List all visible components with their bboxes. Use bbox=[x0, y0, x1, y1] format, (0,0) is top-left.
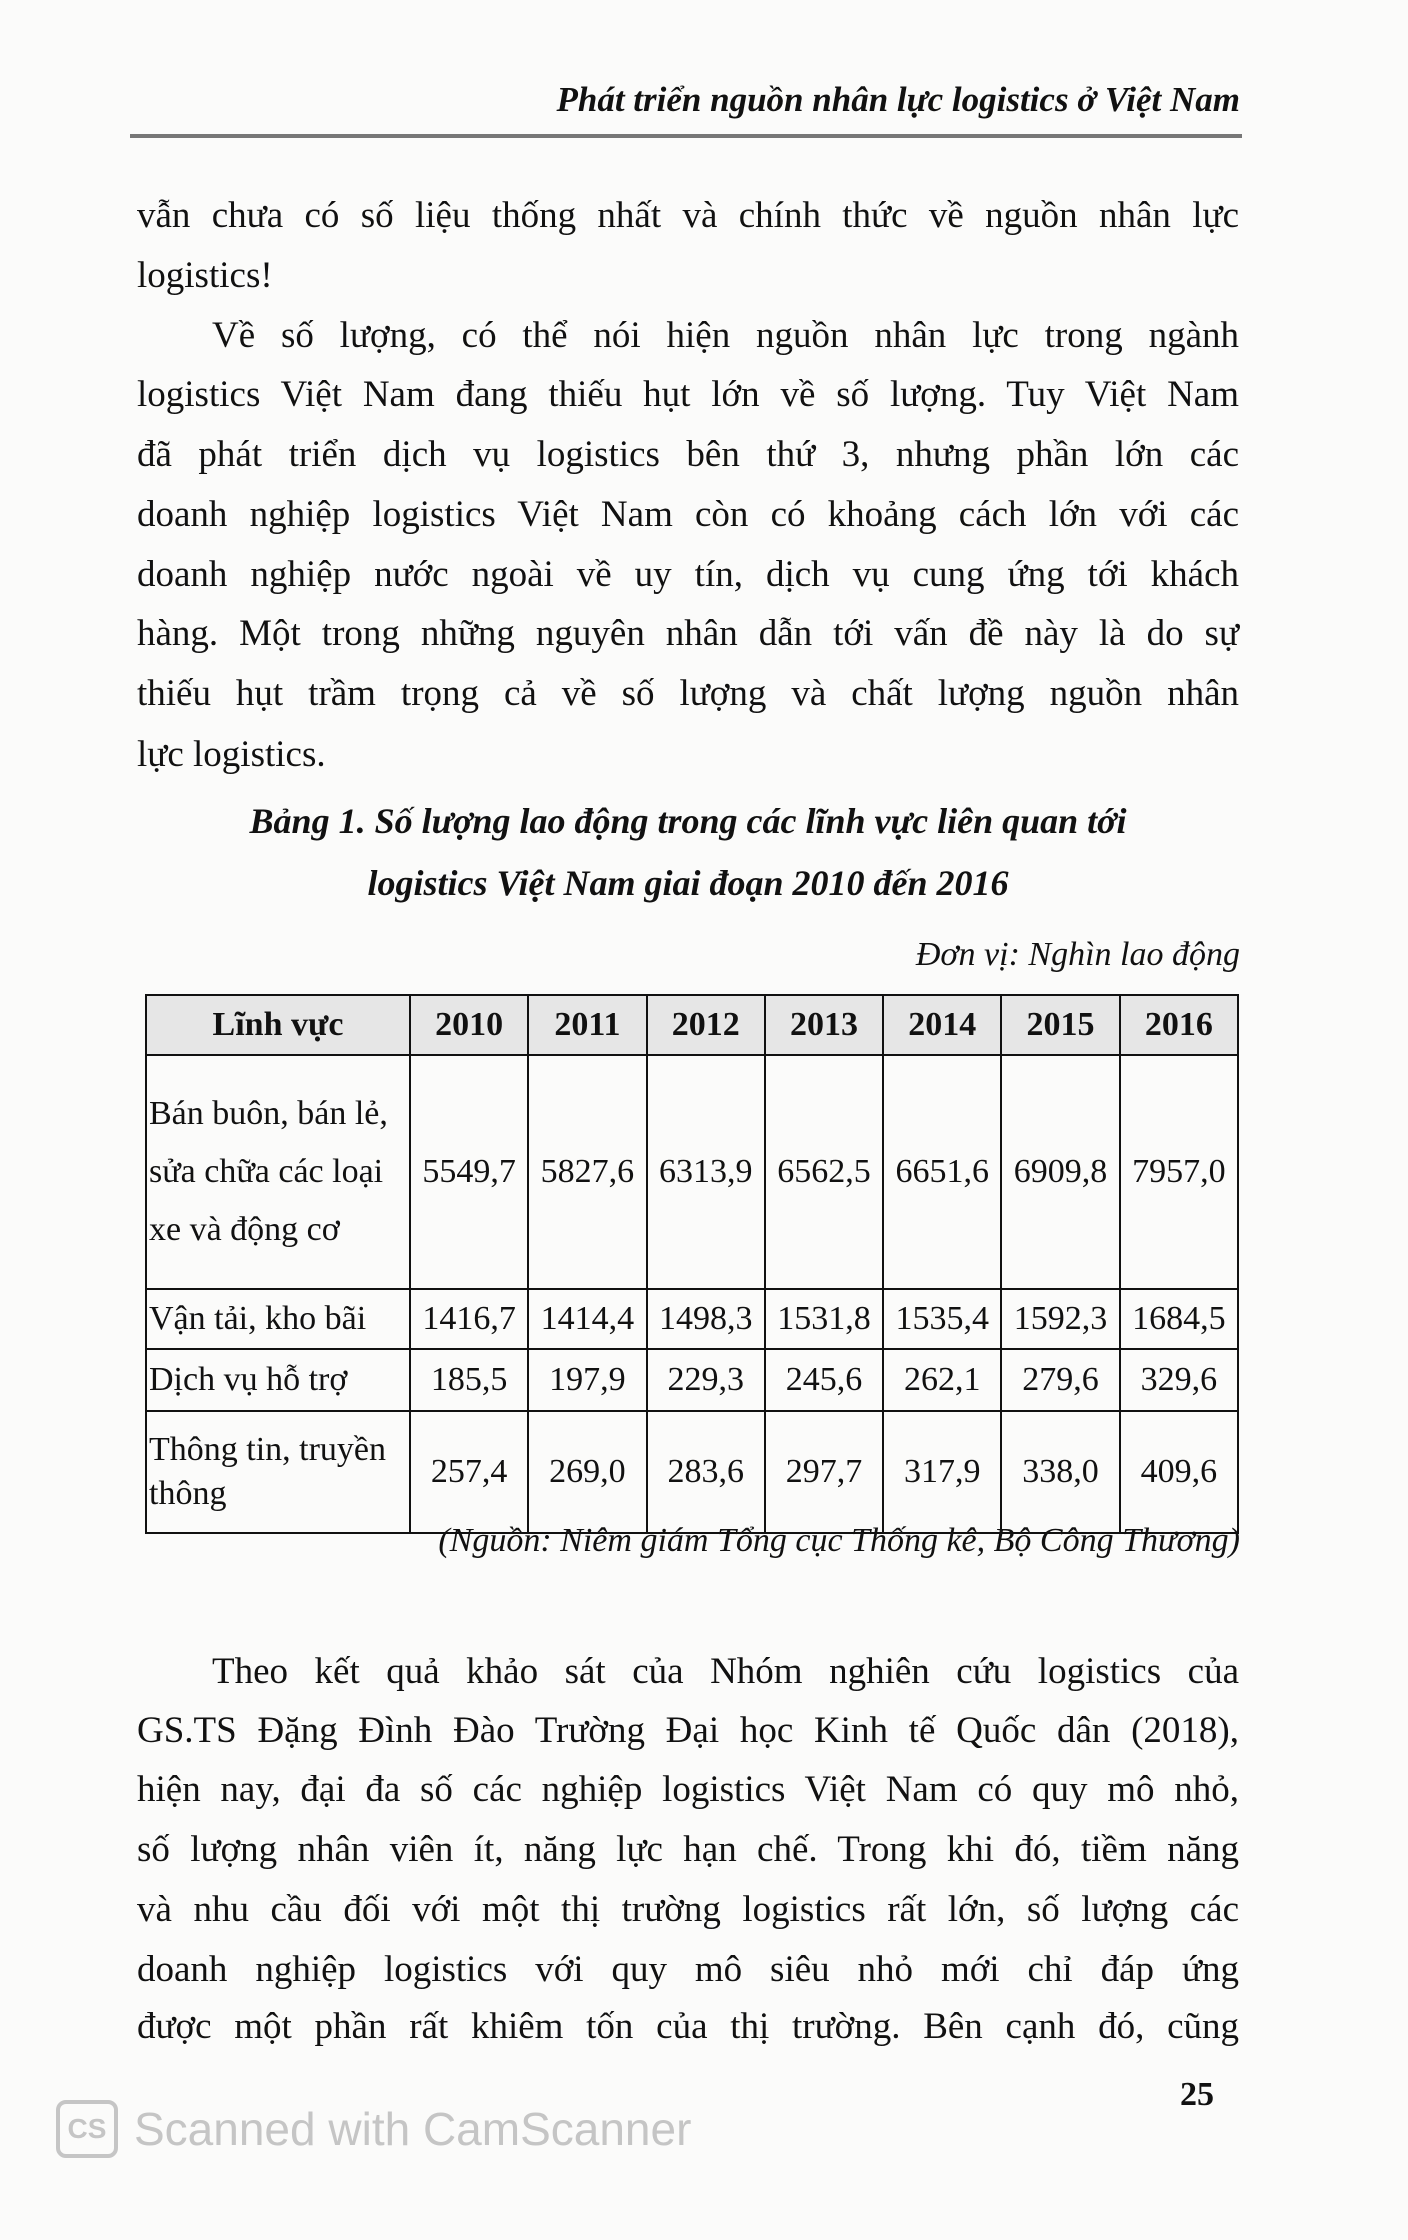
text-line: logistics! bbox=[137, 255, 273, 296]
table-cell: 279,6 bbox=[1001, 1349, 1119, 1411]
text-line: đã phát triển dịch vụ logistics bên thứ 3, nhưng phần lớn các bbox=[137, 434, 1239, 475]
table-cell: 1531,8 bbox=[765, 1289, 883, 1349]
table-cell: 338,0 bbox=[1001, 1411, 1119, 1533]
table-cell: 7957,0 bbox=[1120, 1055, 1238, 1289]
text-line: và nhu cầu đối với một thị trường logistics rất lớn, số lượng các bbox=[137, 1889, 1239, 1930]
row-label: Vận tải, kho bãi bbox=[146, 1289, 410, 1349]
table-cell: 257,4 bbox=[410, 1411, 528, 1533]
page-number: 25 bbox=[1180, 2076, 1214, 2113]
text-line: doanh nghiệp logistics với quy mô siêu nhỏ mới chỉ đáp ứng bbox=[137, 1949, 1239, 1990]
text-line: doanh nghiệp nước ngoài về uy tín, dịch vụ cung ứng tới khách bbox=[137, 554, 1239, 595]
text-line: vẫn chưa có số liệu thống nhất và chính thức về nguồn nhân lực bbox=[137, 195, 1239, 236]
running-head: Phát triển nguồn nhân lực logistics ở Việt Nam bbox=[556, 80, 1240, 119]
column-header-year: 2015 bbox=[1001, 995, 1119, 1055]
camscanner-watermark bbox=[56, 2100, 691, 2158]
column-header-year: 2016 bbox=[1120, 995, 1238, 1055]
row-label: Dịch vụ hỗ trợ bbox=[146, 1349, 410, 1411]
column-header-field: Lĩnh vực bbox=[146, 995, 410, 1055]
watermark-text: Scanned with CamScanner bbox=[134, 2103, 692, 2155]
table-cell: 1498,3 bbox=[647, 1289, 765, 1349]
text-line: lực logistics. bbox=[137, 734, 326, 775]
text-line: được một phần rất khiêm tốn của thị trường. Bên cạnh đó, cũng bbox=[137, 2006, 1239, 2047]
table-cell: 329,6 bbox=[1120, 1349, 1238, 1411]
table-cell: 1416,7 bbox=[410, 1289, 528, 1349]
table-cell: 1592,3 bbox=[1001, 1289, 1119, 1349]
table-cell: 6651,6 bbox=[883, 1055, 1001, 1289]
table-cell: 197,9 bbox=[528, 1349, 646, 1411]
table-row bbox=[146, 1289, 1238, 1349]
column-header-year: 2013 bbox=[765, 995, 883, 1055]
table-caption-line-2: logistics Việt Nam giai đoạn 2010 đến 2016 bbox=[367, 863, 1009, 903]
camscanner-logo-icon: CS bbox=[56, 2100, 118, 2158]
text-line: thiếu hụt trầm trọng cả về số lượng và chất lượng nguồn nhân bbox=[137, 673, 1239, 714]
text-line: Theo kết quả khảo sát của Nhóm nghiên cứu logistics của bbox=[212, 1651, 1239, 1692]
table-cell: 245,6 bbox=[765, 1349, 883, 1411]
table-cell: 269,0 bbox=[528, 1411, 646, 1533]
table-cell: 317,9 bbox=[883, 1411, 1001, 1533]
table-cell: 1684,5 bbox=[1120, 1289, 1238, 1349]
column-header-year: 2014 bbox=[883, 995, 1001, 1055]
table-cell: 6909,8 bbox=[1001, 1055, 1119, 1289]
table-row bbox=[146, 1411, 1238, 1533]
table-row bbox=[146, 1055, 1238, 1289]
column-header-year: 2010 bbox=[410, 995, 528, 1055]
table-cell: 185,5 bbox=[410, 1349, 528, 1411]
table-cell: 1414,4 bbox=[528, 1289, 646, 1349]
text-line: GS.TS Đặng Đình Đào Trường Đại học Kinh tế Quốc dân (2018), bbox=[137, 1710, 1239, 1751]
row-label: Bán buôn, bán lẻ, sửa chữa các loại xe và động cơ bbox=[146, 1055, 410, 1289]
header-rule bbox=[130, 134, 1242, 138]
table-unit: Đơn vị: Nghìn lao động bbox=[915, 936, 1240, 973]
table-cell: 5827,6 bbox=[528, 1055, 646, 1289]
text-line: doanh nghiệp logistics Việt Nam còn có khoảng cách lớn với các bbox=[137, 494, 1239, 535]
text-line: logistics Việt Nam đang thiếu hụt lớn về số lượng. Tuy Việt Nam bbox=[137, 374, 1239, 415]
row-label: Thông tin, truyền thông bbox=[146, 1411, 410, 1533]
column-header-year: 2011 bbox=[528, 995, 646, 1055]
text-line: hiện nay, đại đa số các nghiệp logistics Việt Nam có quy mô nhỏ, bbox=[137, 1769, 1239, 1810]
text-line: hàng. Một trong những nguyên nhân dẫn tới vấn đề này là do sự bbox=[137, 613, 1239, 654]
labor-table bbox=[145, 994, 1239, 1534]
table-header-row bbox=[146, 995, 1238, 1055]
table-cell: 5549,7 bbox=[410, 1055, 528, 1289]
table-caption-line-1: Bảng 1. Số lượng lao động trong các lĩnh vực liên quan tới bbox=[249, 801, 1127, 841]
column-header-year: 2012 bbox=[647, 995, 765, 1055]
table-source: (Nguồn: Niêm giám Tổng cục Thống kê, Bộ Công Thương) bbox=[438, 1522, 1240, 1559]
table-row bbox=[146, 1349, 1238, 1411]
table-cell: 6313,9 bbox=[647, 1055, 765, 1289]
table-cell: 229,3 bbox=[647, 1349, 765, 1411]
table-cell: 283,6 bbox=[647, 1411, 765, 1533]
table-cell: 297,7 bbox=[765, 1411, 883, 1533]
text-line: Về số lượng, có thể nói hiện nguồn nhân lực trong ngành bbox=[212, 315, 1239, 356]
table-cell: 1535,4 bbox=[883, 1289, 1001, 1349]
table-cell: 409,6 bbox=[1120, 1411, 1238, 1533]
table-cell: 6562,5 bbox=[765, 1055, 883, 1289]
text-line: số lượng nhân viên ít, năng lực hạn chế. Trong khi đó, tiềm năng bbox=[137, 1829, 1239, 1870]
table-cell: 262,1 bbox=[883, 1349, 1001, 1411]
